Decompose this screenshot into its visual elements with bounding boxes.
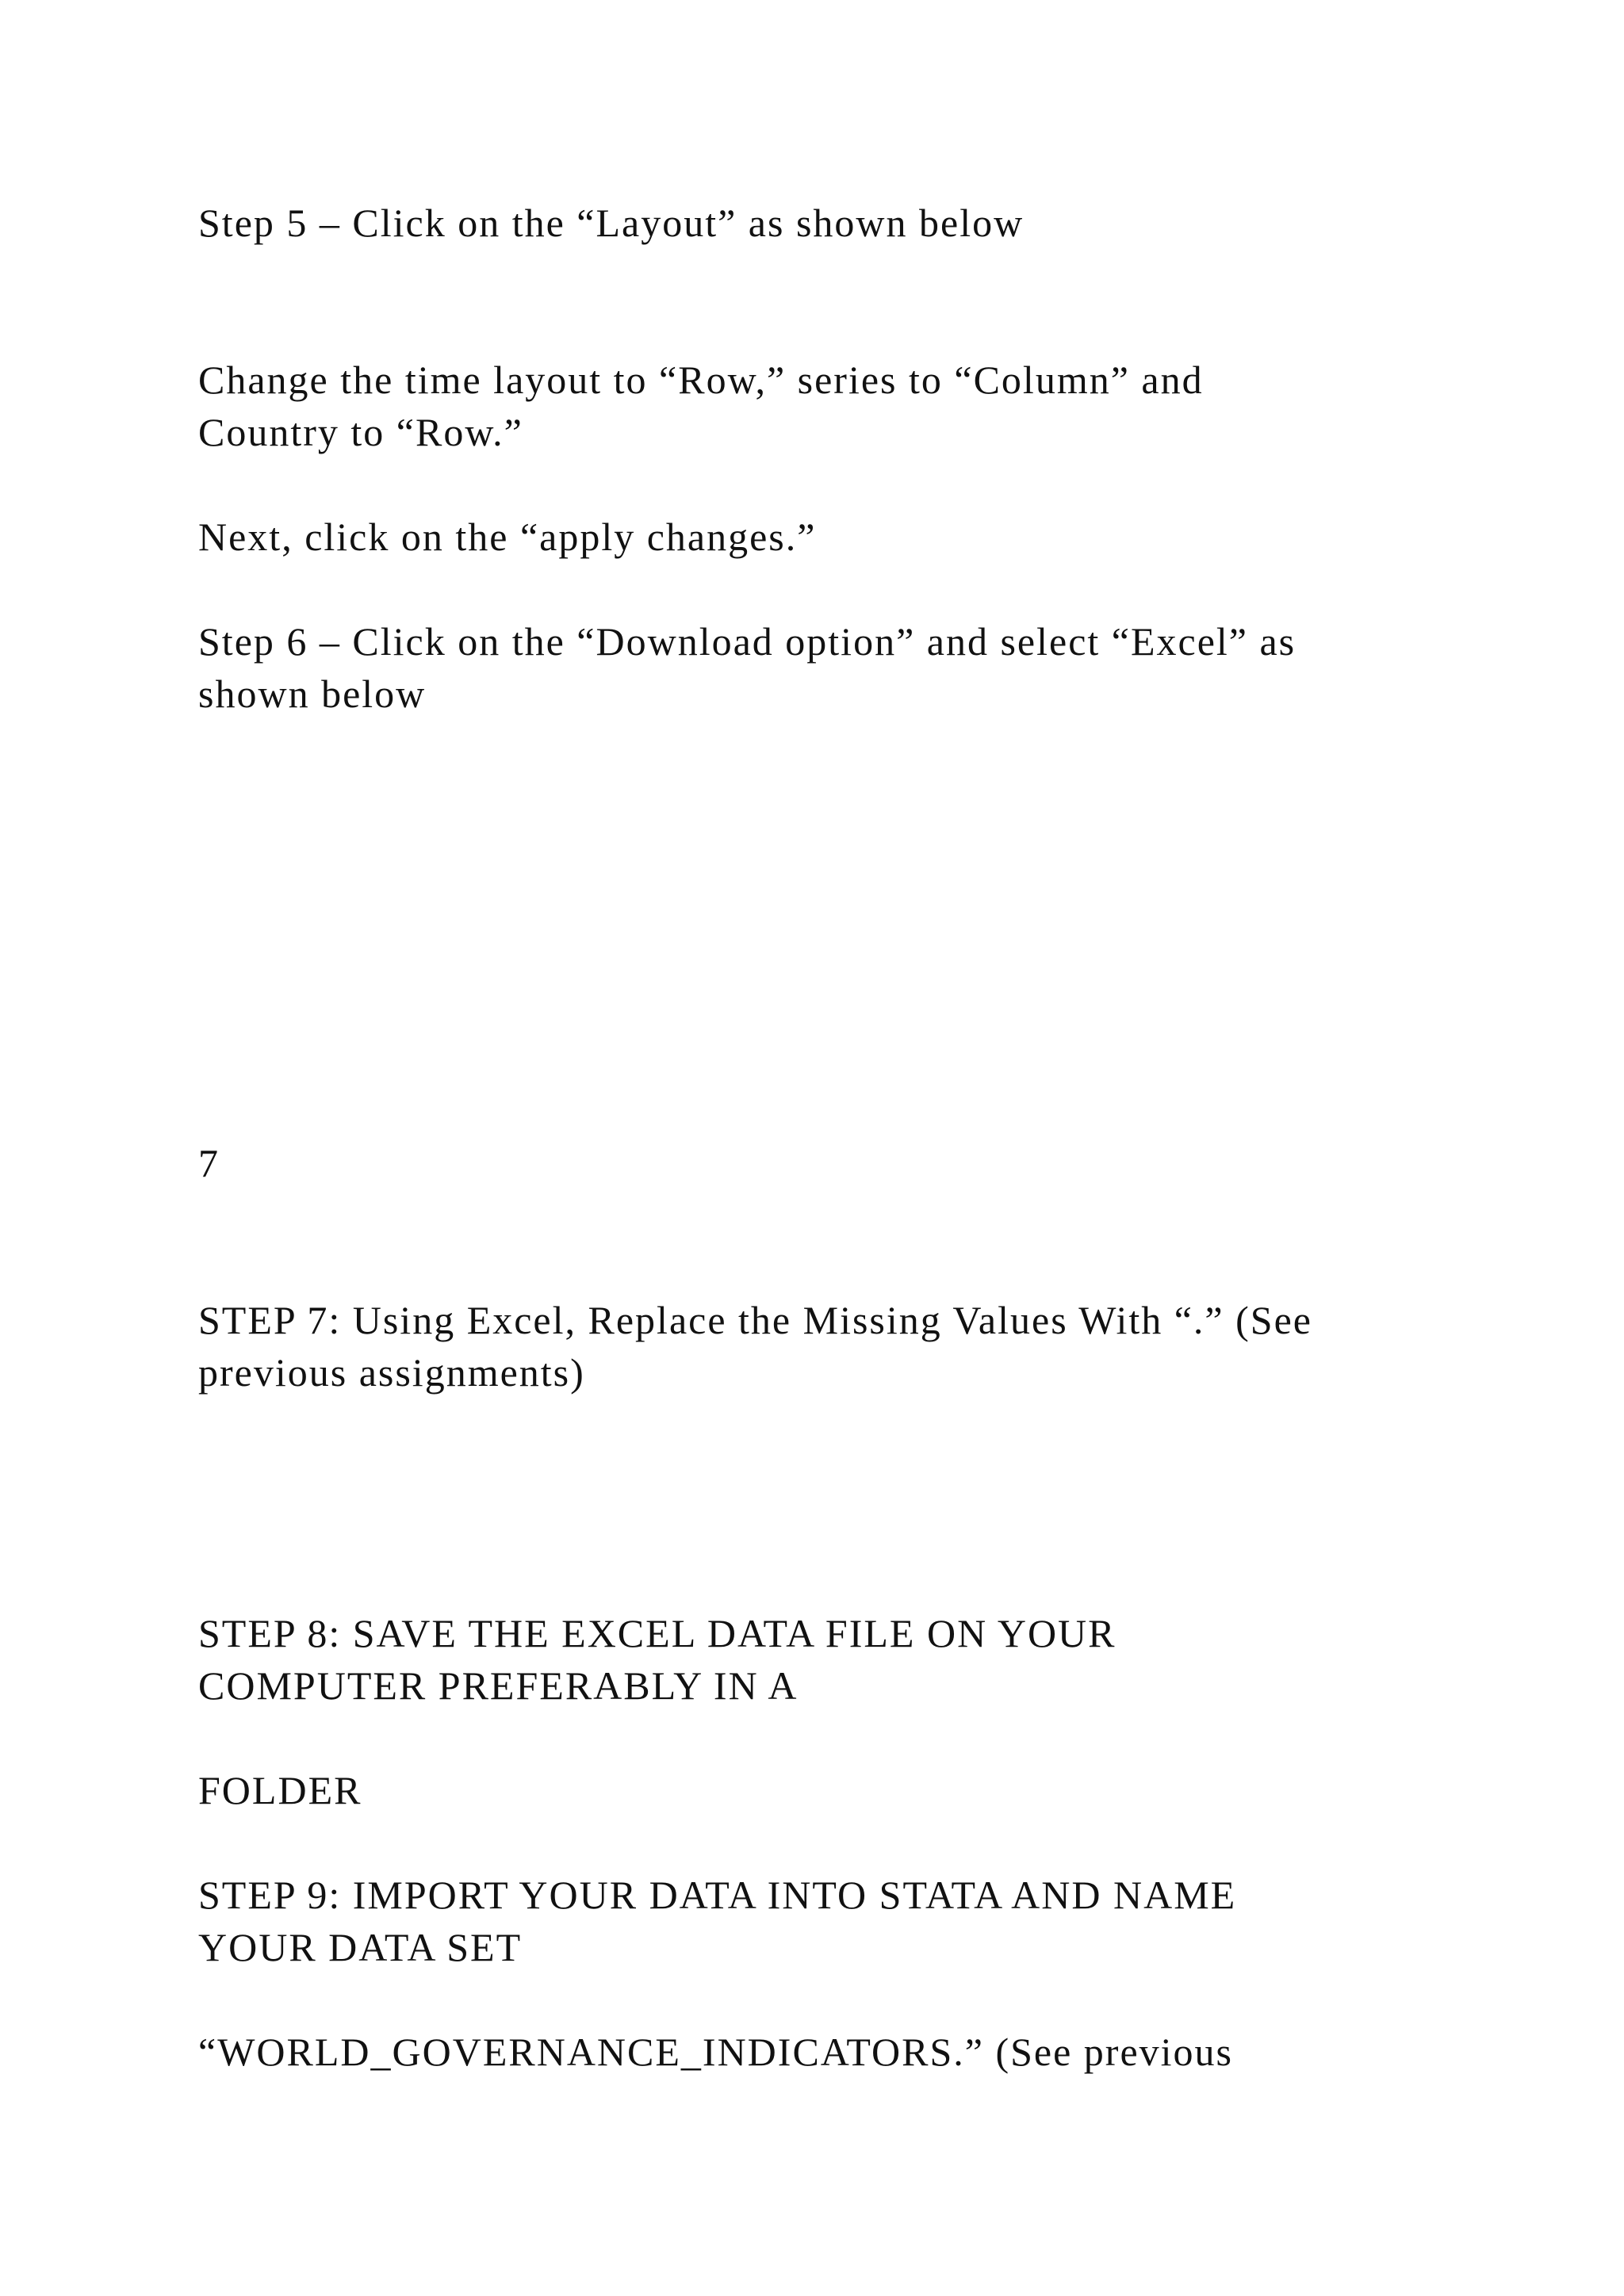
step-9-paragraph [198,1869,1467,1973]
step-6-paragraph [198,615,1467,720]
step-8-paragraph [198,1607,1467,1712]
change-layout-line-2: Country to “Row.” [198,410,523,454]
step-5-paragraph [198,197,1467,249]
change-layout-line-1: Change the time layout to “Row,” series to “Column” and [198,358,1204,402]
page-number [198,1137,1467,1189]
dataset-name-line: “WORLD_GOVERNANCE_INDICATORS.” (See previous [198,2030,1233,2074]
apply-changes-paragraph [198,511,1467,563]
step-7-line-1: STEP 7: Using Excel, Replace the Missing Values With “.” (See [198,1298,1312,1342]
step-9-line-2: YOUR DATA SET [198,1925,523,1969]
page-number-text: 7 [198,1141,220,1185]
folder-paragraph [198,1764,1467,1816]
step-6-line-1: Step 6 – Click on the “Download option” and select “Excel” as [198,619,1297,664]
step-9-line-1: STEP 9: IMPORT YOUR DATA INTO STATA AND NAME [198,1873,1237,1917]
step-8-line-1: STEP 8: SAVE THE EXCEL DATA FILE ON YOUR [198,1611,1116,1655]
dataset-name-paragraph [198,2026,1467,2078]
step-7-line-2: previous assignments) [198,1350,585,1395]
step-8-line-2: COMPUTER PREFERABLY IN A [198,1663,799,1708]
step-7-paragraph [198,1294,1467,1399]
folder-line: FOLDER [198,1768,362,1812]
change-layout-paragraph [198,354,1467,458]
step-6-line-2: shown below [198,672,427,716]
step-5-line: Step 5 – Click on the “Layout” as shown below [198,201,1025,245]
apply-changes-line: Next, click on the “apply changes.” [198,515,817,559]
